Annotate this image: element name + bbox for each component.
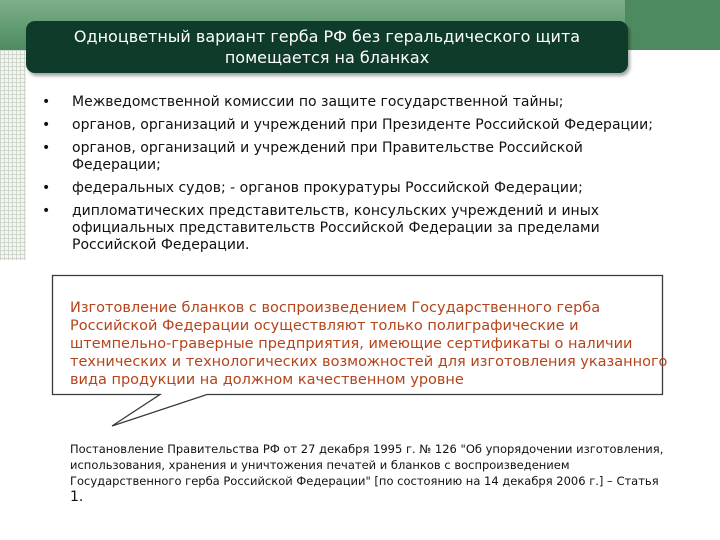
bullet-icon: • (42, 140, 51, 156)
bullet-icon: • (42, 117, 51, 133)
bullet-icon: • (42, 203, 51, 219)
list-item (42, 117, 672, 134)
citation-article-number: 1. (70, 489, 84, 505)
list-item (42, 180, 672, 197)
list-item-text: органов, организаций и учреждений при Президенте Российской Федерации; (72, 117, 653, 133)
bullet-icon: • (42, 180, 51, 196)
bullet-icon: • (42, 94, 51, 110)
slide-title-line2: помещается на бланках (224, 48, 430, 67)
slide-title (26, 21, 628, 73)
citation-text: Постановление Правительства РФ от 27 декабря 1995 г. № 126 "Об упорядочении изготовления, использования, хранения и уничтожения печатей и бланков с воспроизведением Государственного герба Российской Федерации" [по состоянию на 14 декабря 2006 г.] – Статья (70, 442, 664, 488)
list-item-text: органов, организаций и учреждений при Правительстве Российской Федерации; (72, 140, 583, 173)
grid-pattern-decoration (0, 50, 26, 260)
callout-text: Изготовление бланков с воспроизведением Государственного герба Российской Федерации осуществляют только полиграфические и штемпельно-граверные предприятия, имеющие сертификаты о наличии технических и технологических возможностей для изготовления указанного вида продукции на должном качественном уровне (70, 300, 668, 388)
list-item-text: федеральных судов; - органов прокуратуры Российской Федерации; (72, 180, 583, 196)
bullet-list (42, 94, 672, 260)
list-item (42, 94, 672, 111)
header-band-accent (625, 0, 720, 50)
slide-title-line1: Одноцветный вариант герба РФ без геральдического щита (73, 27, 581, 46)
citation (70, 441, 670, 505)
list-item (42, 140, 672, 174)
list-item-text: Межведомственной комиссии по защите государственной тайны; (72, 94, 564, 110)
list-item (42, 203, 672, 254)
list-item-text: дипломатических представительств, консульских учреждений и иных официальных представительств Российской Федерации за пределами Российской Федерации. (72, 203, 600, 253)
